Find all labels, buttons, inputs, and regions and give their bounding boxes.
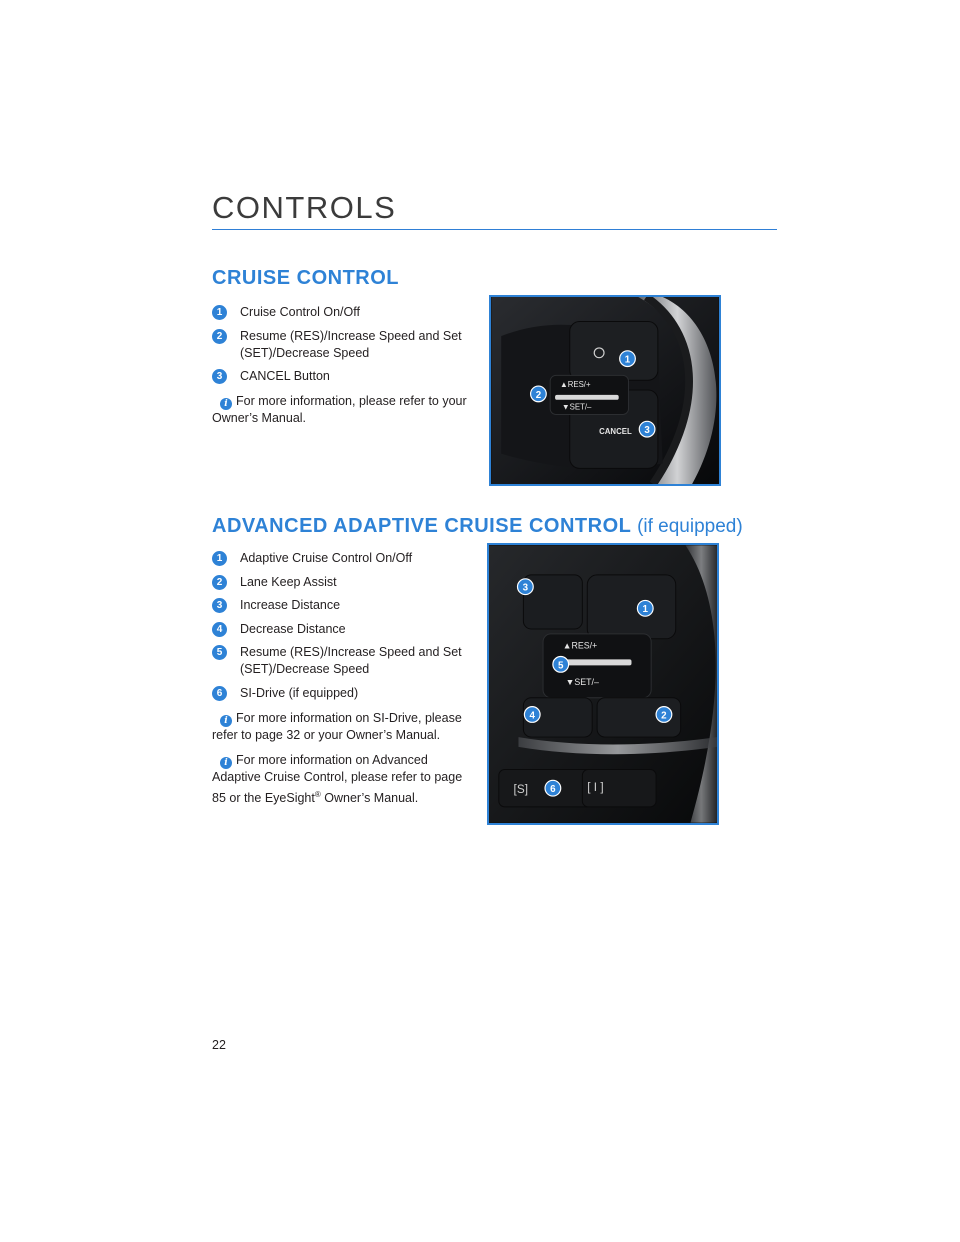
callout-number: 3 [212, 598, 227, 613]
list-item-text: SI-Drive (if equipped) [240, 685, 359, 700]
cruise-steering-wheel-illustration [491, 297, 719, 484]
adaptive-cruise-subtitle: (if equipped) [637, 516, 743, 537]
info-icon: i [220, 757, 232, 769]
cruise-note-text: For more information, please refer to your Owner’s Manual. [212, 394, 467, 425]
callout-3: 3 [644, 425, 650, 437]
adaptive-cruise-list [212, 550, 472, 708]
si-drive-info-note [212, 710, 474, 744]
callout-2: 2 [661, 710, 667, 722]
callout-number: 6 [212, 686, 227, 701]
list-item [212, 597, 472, 614]
si-drive-i-label: [ I ] [587, 781, 604, 795]
list-item [212, 574, 472, 591]
adaptive-cruise-title-text: ADVANCED ADAPTIVE CRUISE CONTROL [212, 515, 631, 537]
callout-6: 6 [550, 784, 556, 796]
header-rule [212, 229, 777, 230]
adaptive-cruise-title [212, 515, 743, 538]
adaptive-steering-wheel-illustration [489, 545, 717, 823]
registered-mark: ® [314, 790, 321, 799]
list-item [212, 328, 472, 362]
list-item-text: Increase Distance [240, 598, 341, 612]
list-item-text: Lane Keep Assist [240, 574, 337, 589]
list-item-text: Cruise Control On/Off [240, 305, 360, 319]
list-item [212, 685, 472, 702]
callout-number: 1 [212, 305, 227, 320]
cruise-control-list [212, 304, 472, 392]
info-icon: i [220, 398, 232, 410]
page-number: 22 [212, 1038, 226, 1052]
eyesight-info-note [212, 752, 474, 807]
callout-number: 3 [212, 369, 227, 384]
set-label: ▼SET/– [565, 676, 599, 687]
callout-number: 2 [212, 329, 227, 344]
list-item [212, 368, 472, 385]
list-item-text: Decrease Distance [240, 621, 346, 636]
cruise-control-title-text: CRUISE CONTROL [212, 267, 399, 289]
list-item [212, 304, 472, 321]
callout-2: 2 [535, 389, 542, 401]
si-drive-note-text: For more information on SI-Drive, please refer to page 32 or your Owner’s Manual. [212, 711, 462, 742]
eyesight-note-text: For more information on Advanced Adaptive Cruise Control, please refer to page 85 or the EyeSight [212, 753, 463, 806]
cruise-info-note [212, 393, 474, 427]
res-label: ▲RES/+ [559, 380, 591, 390]
callout-1: 1 [624, 354, 631, 366]
callout-5: 5 [558, 660, 564, 672]
page-header: CONTROLS [212, 190, 397, 225]
set-label: ▼SET/– [561, 402, 592, 412]
adaptive-cruise-photo [487, 543, 719, 825]
callout-4: 4 [529, 710, 535, 722]
list-item-text: Resume (RES)/Increase Speed and Set (SET)/Decrease Speed [240, 645, 462, 676]
callout-number: 5 [212, 645, 227, 660]
list-item [212, 550, 472, 567]
callout-number: 4 [212, 622, 227, 637]
list-item [212, 644, 472, 678]
si-drive-s-label: [S] [513, 783, 528, 797]
list-item [212, 621, 472, 638]
callout-3: 3 [522, 582, 529, 594]
eyesight-note-tail: Owner’s Manual. [320, 791, 419, 806]
cruise-control-title [212, 267, 399, 290]
list-item-text: Resume (RES)/Increase Speed and Set (SET)/Decrease Speed [240, 328, 462, 360]
cruise-control-photo [489, 295, 721, 486]
cancel-label: CANCEL [599, 427, 632, 437]
list-item-text: Adaptive Cruise Control On/Off [240, 551, 413, 565]
callout-1: 1 [642, 604, 648, 616]
info-icon: i [220, 715, 232, 727]
res-label: ▲RES/+ [562, 640, 598, 651]
callout-number: 1 [212, 551, 227, 566]
list-item-text: CANCEL Button [240, 369, 330, 383]
callout-number: 2 [212, 575, 227, 590]
